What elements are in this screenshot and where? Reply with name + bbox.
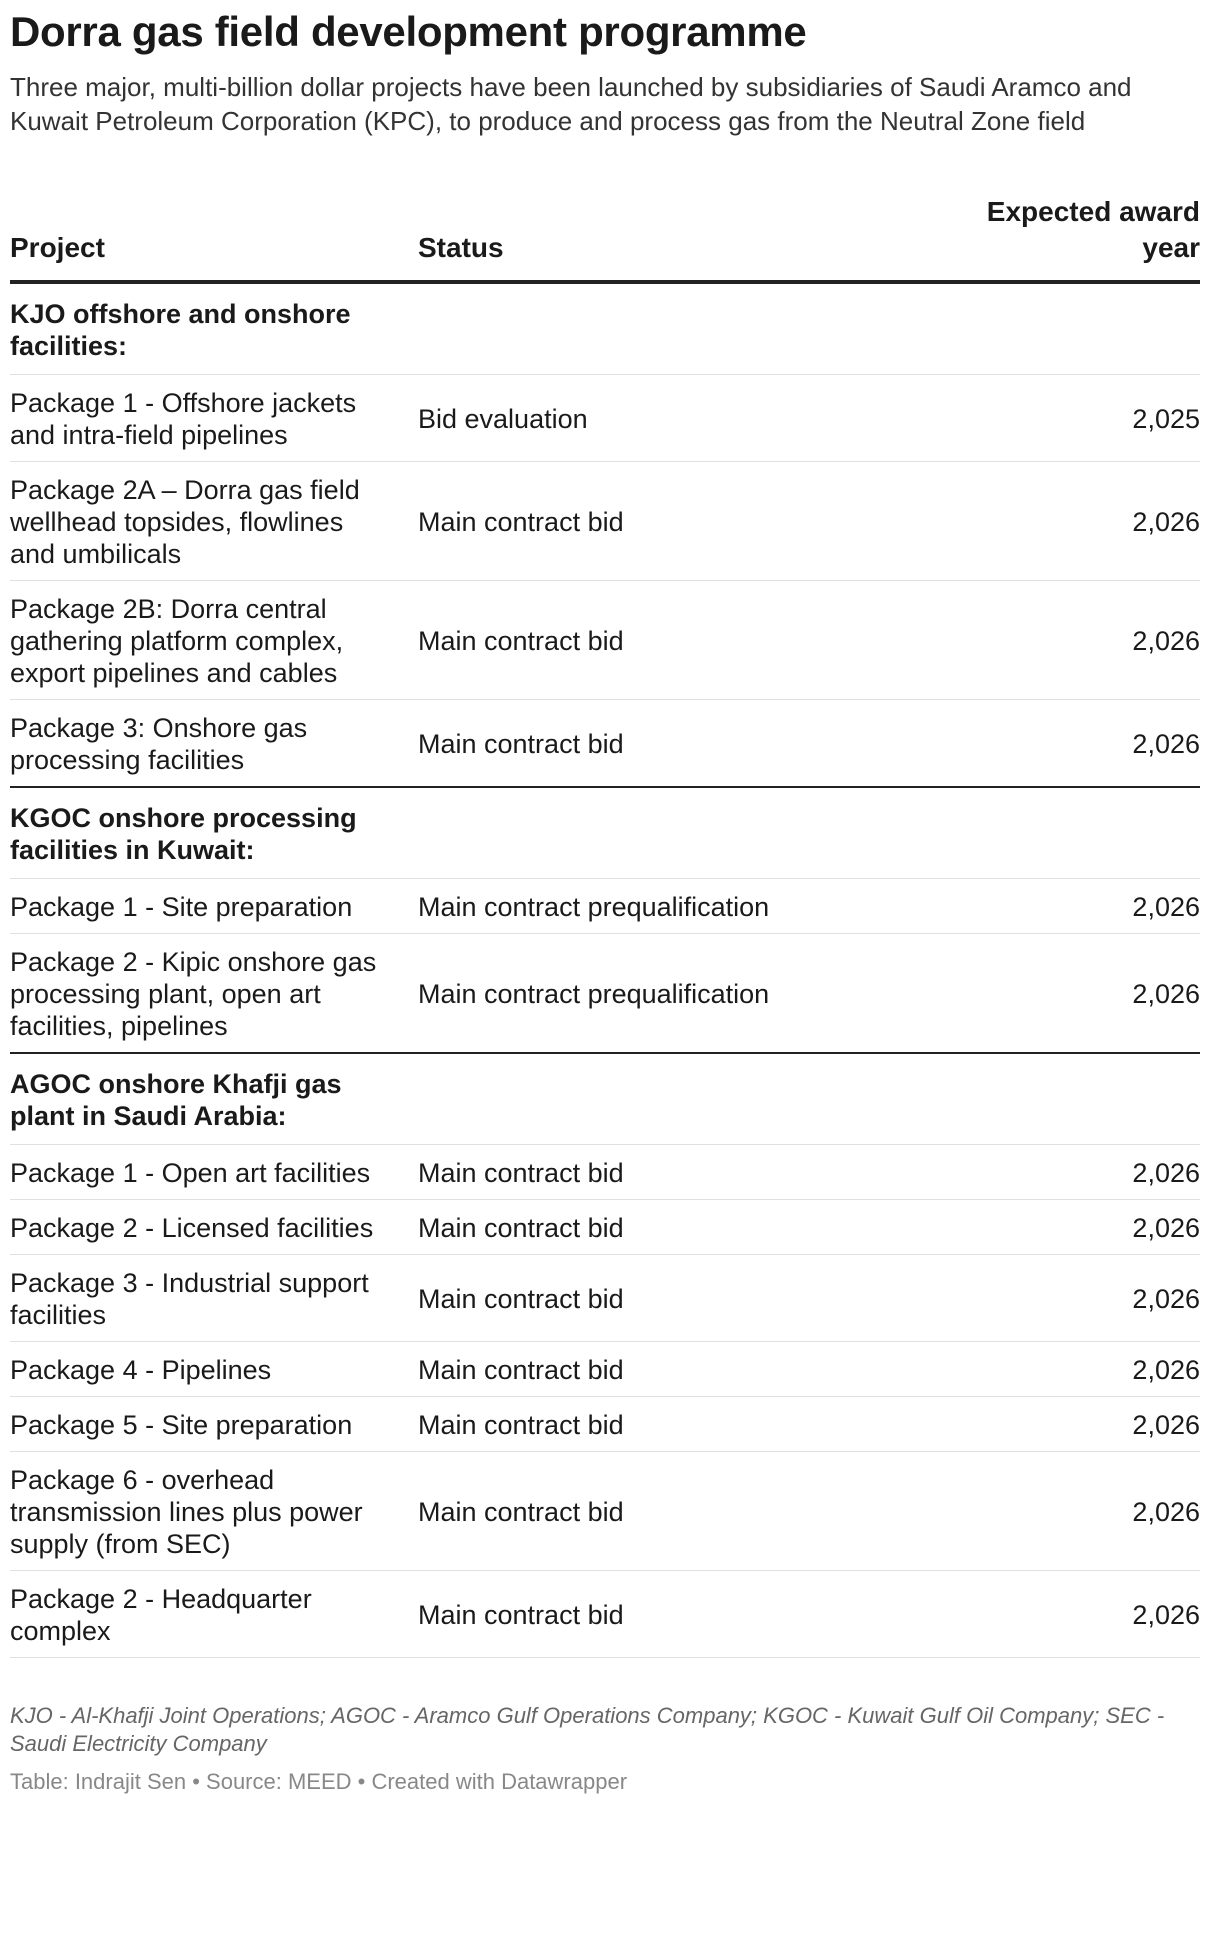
status-cell [418, 1053, 978, 1145]
project-cell: Package 1 - Offshore jackets and intra-field pipelines [10, 375, 418, 462]
status-cell: Main contract bid [418, 462, 978, 581]
table-row [10, 700, 1200, 788]
table-row [10, 1145, 1200, 1200]
table-row [10, 934, 1200, 1054]
group-header-row [10, 787, 1200, 879]
table-row [10, 375, 1200, 462]
column-header-project[interactable]: Project [10, 194, 418, 282]
group-title: KGOC onshore processing facilities in Kuwait: [10, 787, 418, 879]
award-year-cell: 2,026 [978, 462, 1200, 581]
award-year-cell: 2,026 [978, 1255, 1200, 1342]
project-cell: Package 1 - Site preparation [10, 879, 418, 934]
column-header-status[interactable]: Status [418, 194, 978, 282]
status-cell: Main contract bid [418, 1200, 978, 1255]
status-cell: Main contract bid [418, 1452, 978, 1571]
status-cell: Main contract prequalification [418, 879, 978, 934]
table-header [10, 194, 1200, 282]
award-year-cell: 2,026 [978, 1342, 1200, 1397]
group-title: AGOC onshore Khafji gas plant in Saudi Arabia: [10, 1053, 418, 1145]
status-cell: Bid evaluation [418, 375, 978, 462]
award-year-cell: 2,026 [978, 581, 1200, 700]
project-cell: Package 6 - overhead transmission lines plus power supply (from SEC) [10, 1452, 418, 1571]
table-row [10, 581, 1200, 700]
group-header-row [10, 1053, 1200, 1145]
group-header-row [10, 282, 1200, 375]
table-row [10, 1255, 1200, 1342]
column-header-award-year[interactable]: Expected award year [978, 194, 1200, 282]
award-year-cell: 2,025 [978, 375, 1200, 462]
award-year-cell: 2,026 [978, 1397, 1200, 1452]
award-year-cell [978, 1053, 1200, 1145]
project-cell: Package 2A – Dorra gas field wellhead topsides, flowlines and umbilicals [10, 462, 418, 581]
project-cell: Package 2B: Dorra central gathering platform complex, export pipelines and cables [10, 581, 418, 700]
table-row [10, 1397, 1200, 1452]
project-cell: Package 2 - Licensed facilities [10, 1200, 418, 1255]
status-cell: Main contract bid [418, 1571, 978, 1658]
table-row [10, 879, 1200, 934]
award-year-cell [978, 282, 1200, 375]
project-cell: Package 3 - Industrial support facilities [10, 1255, 418, 1342]
status-cell: Main contract bid [418, 1255, 978, 1342]
status-cell: Main contract bid [418, 1397, 978, 1452]
status-cell: Main contract bid [418, 1342, 978, 1397]
table-body [10, 282, 1200, 1658]
award-year-cell: 2,026 [978, 1571, 1200, 1658]
footnote: KJO - Al-Khafji Joint Operations; AGOC - Aramco Gulf Operations Company; KGOC - Kuwait Gulf Oil Company; SEC - Saudi Electricity Company [10, 1703, 1165, 1756]
status-cell: Main contract bid [418, 1145, 978, 1200]
project-cell: Package 1 - Open art facilities [10, 1145, 418, 1200]
page-subtitle: Three major, multi-billion dollar projects have been launched by subsidiaries of Saudi Aramco and Kuwait Petroleum Corporation (KPC), to produce and process gas from the Neutral Zone field [10, 72, 1132, 136]
project-cell: Package 2 - Kipic onshore gas processing plant, open art facilities, pipelines [10, 934, 418, 1054]
award-year-cell: 2,026 [978, 1452, 1200, 1571]
award-year-cell: 2,026 [978, 700, 1200, 788]
group-title: KJO offshore and onshore facilities: [10, 282, 418, 375]
status-cell [418, 282, 978, 375]
header-row [10, 194, 1200, 282]
table-row [10, 1571, 1200, 1658]
award-year-cell: 2,026 [978, 1145, 1200, 1200]
project-cell: Package 2 - Headquarter complex [10, 1571, 418, 1658]
project-cell: Package 4 - Pipelines [10, 1342, 418, 1397]
project-cell: Package 5 - Site preparation [10, 1397, 418, 1452]
table-row [10, 462, 1200, 581]
page-title: Dorra gas field development programme [10, 8, 807, 55]
status-cell: Main contract bid [418, 700, 978, 788]
status-cell: Main contract bid [418, 581, 978, 700]
table-row [10, 1200, 1200, 1255]
table-row [10, 1342, 1200, 1397]
data-table-container [10, 194, 1200, 1658]
award-year-cell [978, 787, 1200, 879]
award-year-cell: 2,026 [978, 934, 1200, 1054]
data-table [10, 194, 1200, 1658]
award-year-cell: 2,026 [978, 1200, 1200, 1255]
table-row [10, 1452, 1200, 1571]
project-cell: Package 3: Onshore gas processing facilities [10, 700, 418, 788]
award-year-cell: 2,026 [978, 879, 1200, 934]
source-credit: Table: Indrajit Sen • Source: MEED • Created with Datawrapper [10, 1769, 628, 1794]
status-cell: Main contract prequalification [418, 934, 978, 1054]
status-cell [418, 787, 978, 879]
